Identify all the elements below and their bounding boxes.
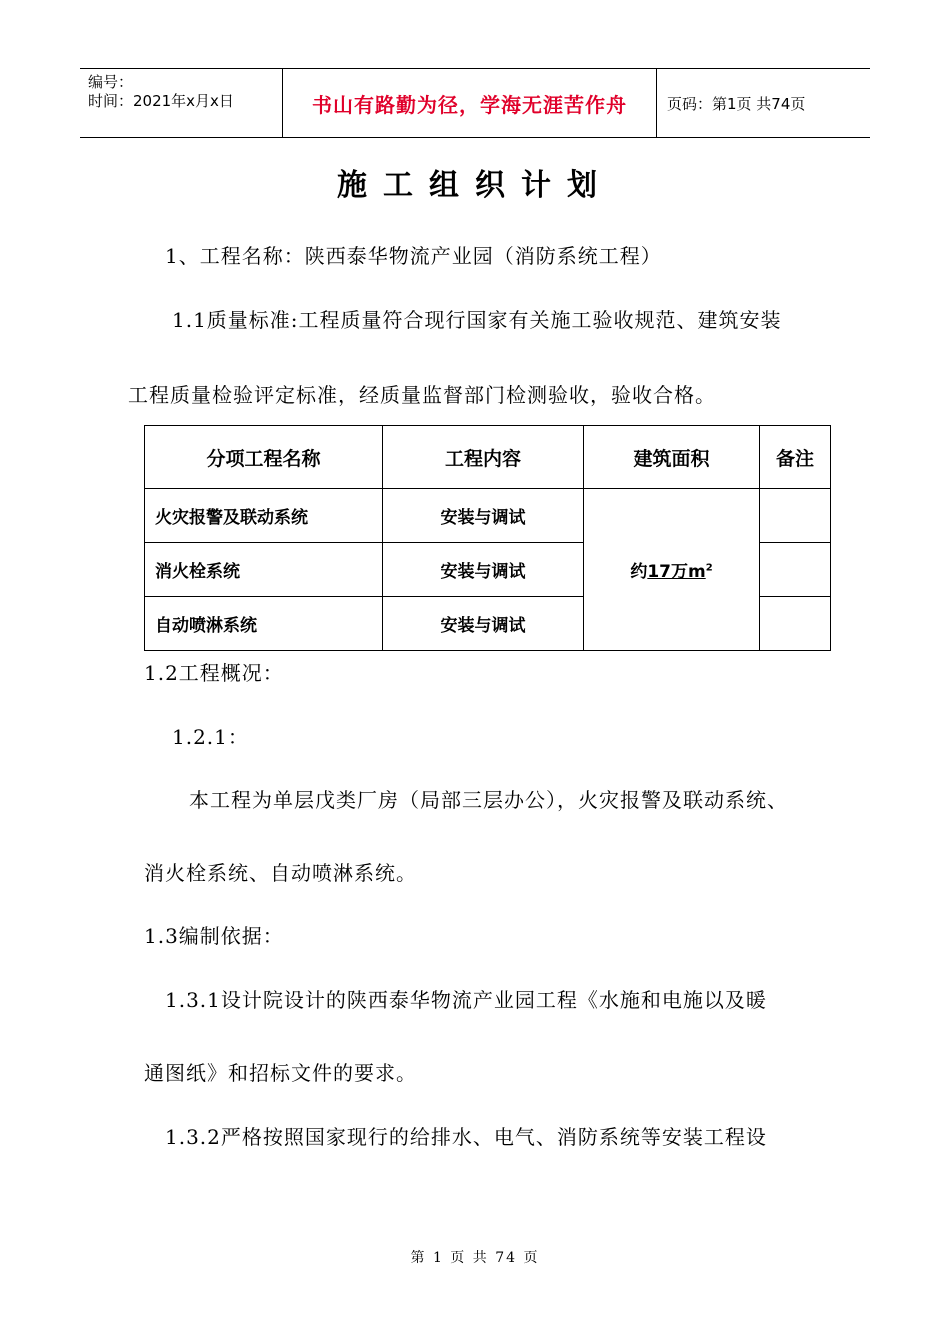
area-unit: m	[687, 562, 706, 582]
page-footer: 第 1 页 共 74 页	[410, 1250, 540, 1266]
area-superscript: 2	[705, 562, 713, 574]
table-cell-remark	[760, 597, 831, 651]
header-meta	[80, 69, 282, 137]
table-cell-area	[584, 489, 760, 651]
paragraph-overview-line1: 本工程为单层戊类厂房（局部三层办公），火灾报警及联动系统、	[189, 788, 788, 812]
table-cell-content: 安装与调试	[383, 543, 584, 597]
paragraph-basis-heading: 1.3编制依据：	[144, 924, 284, 948]
table-header-row	[145, 426, 831, 489]
paragraph-overview-heading: 1.2工程概况：	[144, 661, 284, 685]
area-value: 17万	[647, 562, 688, 582]
paragraph-standards-line1: 1.3.2严格按照国家现行的给排水、电气、消防系统等安装工程设	[165, 1125, 767, 1149]
table-row	[145, 489, 831, 543]
header-motto: 书山有路勤为径，学海无涯苦作舟	[282, 69, 657, 137]
table-cell-remark	[760, 489, 831, 543]
document-title: 施工组织计划	[337, 168, 613, 203]
works-table	[144, 425, 831, 651]
area-prefix: 约	[630, 562, 648, 582]
table-cell-name: 消火栓系统	[145, 543, 383, 597]
table-cell-remark	[760, 543, 831, 597]
paragraph-basis-line2: 通图纸》和招标文件的要求。	[144, 1061, 417, 1085]
table-header-cell: 备注	[760, 426, 831, 489]
paragraph-overview-subheading: 1.2.1：	[172, 725, 249, 749]
table-cell-content: 安装与调试	[383, 489, 584, 543]
table-cell-name: 自动喷淋系统	[145, 597, 383, 651]
header-page-number: 页码：第1页 共74页	[667, 94, 806, 113]
paragraph-overview-line2: 消火栓系统、自动喷淋系统。	[144, 861, 417, 885]
table-cell-name: 火灾报警及联动系统	[145, 489, 383, 543]
paragraph-quality-line1: 1.1质量标准:工程质量符合现行国家有关施工验收规范、建筑安装	[172, 308, 782, 332]
table-header-cell: 建筑面积	[584, 426, 760, 489]
document-date: 时间：2021年x月x日	[88, 92, 234, 110]
table-cell-content: 安装与调试	[383, 597, 584, 651]
paragraph-quality-line2: 工程质量检验评定标准，经质量监督部门检测验收，验收合格。	[128, 383, 716, 407]
table-header-cell: 工程内容	[383, 426, 584, 489]
table-header-cell: 分项工程名称	[145, 426, 383, 489]
paragraph-project-name: 1、工程名称：陕西泰华物流产业园（消防系统工程）	[165, 244, 662, 268]
paragraph-basis-line1: 1.3.1设计院设计的陕西泰华物流产业园工程《水施和电施以及暖	[165, 988, 767, 1012]
page-header	[80, 68, 870, 138]
document-number: 编号：	[88, 73, 134, 91]
